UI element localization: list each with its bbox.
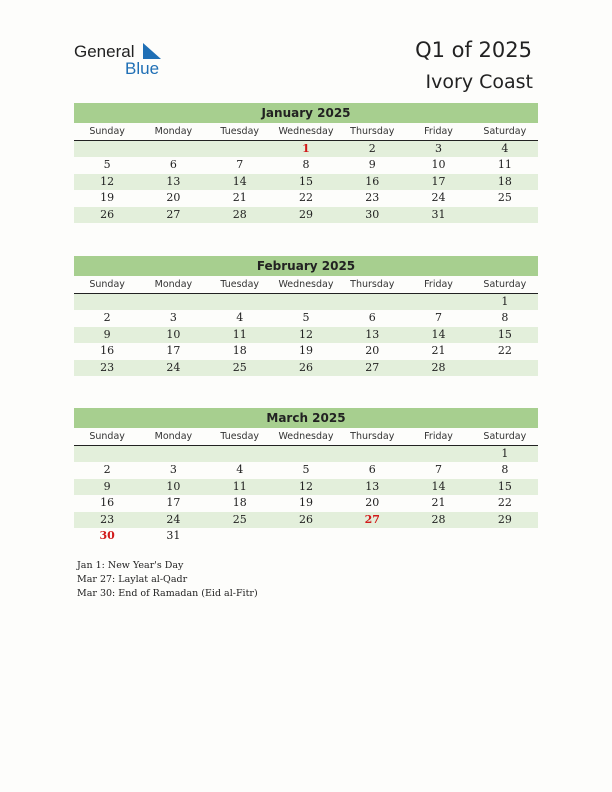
day-cell — [472, 528, 538, 544]
day-cell: 5 — [302, 311, 310, 325]
day-cell: 4 — [236, 463, 244, 477]
day-cell — [74, 446, 140, 462]
month-title: March 2025 — [74, 408, 538, 428]
day-cell — [273, 528, 339, 544]
week-row — [74, 174, 538, 190]
day-cell: 26 — [298, 512, 313, 526]
day-cell: 19 — [298, 496, 313, 510]
day-cell — [273, 446, 339, 462]
logo-blue-text: Blue — [125, 59, 160, 78]
day-cell: 27 — [365, 360, 380, 374]
day-cell: 12 — [100, 174, 115, 188]
day-cell: 2 — [368, 142, 376, 155]
weekday-label: Thursday — [350, 431, 395, 442]
day-cell: 23 — [365, 191, 380, 205]
week-row — [74, 446, 538, 462]
day-cell: 10 — [166, 479, 181, 493]
day-cell: 12 — [298, 327, 313, 341]
week-row — [74, 495, 538, 511]
holiday-notes — [77, 559, 258, 601]
logo-general-text: General — [74, 42, 135, 61]
day-cell: 3 — [169, 311, 177, 325]
day-cell: 11 — [232, 479, 247, 493]
day-cell: 28 — [431, 360, 446, 374]
day-cell: 9 — [103, 479, 111, 493]
weekday-label: Saturday — [483, 279, 527, 290]
day-cell: 13 — [365, 327, 380, 341]
day-cell — [74, 141, 140, 157]
week-row — [74, 141, 538, 157]
holiday-note: Jan 1: New Year's Day — [77, 560, 184, 571]
week-row — [74, 190, 538, 206]
day-cell: 31 — [166, 528, 181, 542]
day-cell — [140, 446, 206, 462]
day-cell — [339, 446, 405, 462]
day-cell: 17 — [166, 344, 181, 358]
day-cell: 4 — [501, 142, 509, 155]
week-row — [74, 360, 538, 376]
day-cell: 22 — [497, 496, 512, 510]
day-cell: 17 — [166, 496, 181, 510]
day-cell: 20 — [166, 191, 181, 205]
holiday-note: Mar 30: End of Ramadan (Eid al-Fitr) — [77, 588, 258, 599]
day-cell: 11 — [497, 158, 512, 172]
month-title: January 2025 — [74, 103, 538, 123]
week-row — [74, 310, 538, 326]
day-cell: 8 — [302, 158, 310, 172]
day-cell: 26 — [298, 360, 313, 374]
day-cell: 26 — [100, 207, 115, 221]
weekday-label: Tuesday — [220, 279, 260, 290]
day-cell — [472, 207, 538, 223]
day-cell: 21 — [431, 496, 446, 510]
day-cell: 6 — [368, 311, 376, 325]
day-cell — [140, 294, 206, 310]
day-cell — [273, 294, 339, 310]
weekday-label: Sunday — [89, 126, 125, 137]
day-cell — [140, 141, 206, 157]
day-cell: 21 — [232, 191, 247, 205]
day-cell: 20 — [365, 496, 380, 510]
day-cell: 14 — [431, 479, 446, 493]
week-row — [74, 157, 538, 173]
day-cell: 9 — [103, 327, 111, 341]
day-cell: 23 — [100, 360, 115, 374]
week-row — [74, 479, 538, 495]
week-row — [74, 528, 538, 544]
day-cell: 2 — [103, 311, 111, 325]
month-march — [74, 408, 538, 544]
weekday-label: Friday — [424, 126, 453, 137]
weekday-label: Wednesday — [278, 431, 334, 442]
day-cell: 3 — [169, 463, 177, 477]
day-cell: 25 — [232, 512, 247, 526]
week-row — [74, 462, 538, 478]
weekday-header — [74, 123, 538, 141]
day-cell: 19 — [100, 191, 115, 205]
day-cell: 8 — [501, 311, 509, 325]
day-cell: 28 — [431, 512, 446, 526]
weekday-label: Friday — [424, 431, 453, 442]
day-cell: 15 — [497, 327, 512, 341]
day-cell: 8 — [501, 463, 509, 477]
day-cell — [207, 528, 273, 544]
day-cell: 7 — [236, 158, 244, 172]
day-cell: 11 — [232, 327, 247, 341]
weekday-label: Tuesday — [220, 431, 260, 442]
day-cell — [74, 294, 140, 310]
day-cell: 24 — [166, 360, 181, 374]
weekday-label: Thursday — [350, 279, 395, 290]
day-cell: 31 — [431, 207, 446, 221]
day-cell — [405, 446, 471, 462]
day-cell: 24 — [431, 191, 446, 205]
weekday-label: Sunday — [89, 279, 125, 290]
day-cell: 14 — [232, 174, 247, 188]
day-cell: 22 — [497, 344, 512, 358]
weekday-header — [74, 428, 538, 446]
day-cell: 21 — [431, 344, 446, 358]
day-cell: 27 — [364, 512, 380, 526]
day-cell: 28 — [232, 207, 247, 221]
day-cell: 3 — [435, 142, 443, 155]
day-cell: 18 — [232, 344, 247, 358]
day-cell: 23 — [100, 512, 115, 526]
day-cell — [472, 360, 538, 376]
month-february — [74, 256, 538, 376]
holiday-note: Mar 27: Laylat al-Qadr — [77, 574, 188, 585]
day-cell: 4 — [236, 311, 244, 325]
day-cell: 1 — [501, 295, 509, 308]
day-cell: 22 — [298, 191, 313, 205]
day-cell: 27 — [166, 207, 181, 221]
day-cell: 25 — [232, 360, 247, 374]
day-cell: 30 — [365, 207, 380, 221]
page-title: Q1 of 2025 — [415, 38, 532, 62]
weekday-label: Wednesday — [278, 126, 334, 137]
day-cell: 25 — [497, 191, 512, 205]
day-cell: 5 — [103, 158, 111, 172]
day-cell: 9 — [368, 158, 376, 172]
day-cell: 13 — [166, 174, 181, 188]
day-cell: 1 — [302, 142, 310, 155]
month-title: February 2025 — [74, 256, 538, 276]
weekday-label: Thursday — [350, 126, 395, 137]
day-cell: 10 — [166, 327, 181, 341]
week-row — [74, 327, 538, 343]
day-cell — [339, 528, 405, 544]
day-cell: 14 — [431, 327, 446, 341]
logo-flag-icon — [141, 42, 163, 60]
day-cell: 18 — [232, 496, 247, 510]
day-cell: 16 — [365, 174, 380, 188]
weekday-label: Monday — [154, 126, 193, 137]
weekday-header — [74, 276, 538, 294]
weekday-label: Monday — [154, 431, 193, 442]
day-cell: 29 — [497, 512, 512, 526]
day-cell: 7 — [435, 311, 443, 325]
day-cell: 18 — [497, 174, 512, 188]
day-cell: 2 — [103, 463, 111, 477]
month-january — [74, 103, 538, 223]
day-cell: 15 — [298, 174, 313, 188]
weekday-label: Friday — [424, 279, 453, 290]
day-cell: 24 — [166, 512, 181, 526]
day-cell: 6 — [368, 463, 376, 477]
day-cell: 12 — [298, 479, 313, 493]
day-cell: 1 — [501, 447, 509, 460]
week-row — [74, 512, 538, 528]
week-row — [74, 294, 538, 310]
weekday-label: Saturday — [483, 431, 527, 442]
day-cell: 17 — [431, 174, 446, 188]
weekday-label: Sunday — [89, 431, 125, 442]
day-cell: 5 — [302, 463, 310, 477]
day-cell — [207, 446, 273, 462]
weekday-label: Saturday — [483, 126, 527, 137]
day-cell — [405, 528, 471, 544]
day-cell: 15 — [497, 479, 512, 493]
day-cell: 19 — [298, 344, 313, 358]
day-cell: 30 — [99, 528, 115, 542]
day-cell — [339, 294, 405, 310]
logo — [74, 42, 174, 78]
day-cell: 16 — [100, 344, 115, 358]
country-name: Ivory Coast — [425, 71, 533, 93]
day-cell: 13 — [365, 479, 380, 493]
week-row — [74, 343, 538, 359]
day-cell: 20 — [365, 344, 380, 358]
day-cell — [405, 294, 471, 310]
weekday-label: Tuesday — [220, 126, 260, 137]
day-cell: 16 — [100, 496, 115, 510]
weekday-label: Wednesday — [278, 279, 334, 290]
week-row — [74, 207, 538, 223]
day-cell: 29 — [298, 207, 313, 221]
day-cell — [207, 294, 273, 310]
weekday-label: Monday — [154, 279, 193, 290]
day-cell: 7 — [435, 463, 443, 477]
day-cell — [207, 141, 273, 157]
day-cell: 6 — [169, 158, 177, 172]
day-cell: 10 — [431, 158, 446, 172]
